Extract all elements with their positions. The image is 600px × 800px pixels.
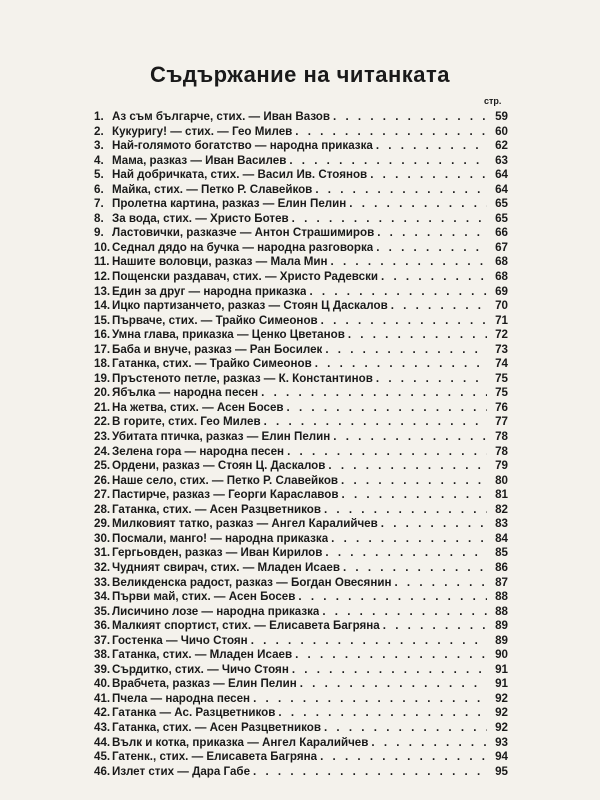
entry-page-number: 90: [495, 648, 508, 662]
entry-page-number: 85: [495, 546, 508, 560]
entry-number: 35.: [94, 604, 111, 618]
entry-page-number: 92: [495, 706, 508, 720]
dot-leader: [324, 503, 487, 518]
entry-title: Гатанка, стих. — Асен Разцветников: [112, 720, 321, 734]
toc-entry: [94, 692, 508, 707]
entry-number: 27.: [94, 488, 111, 502]
entry-number: 5.: [94, 168, 104, 182]
toc-entry: [94, 576, 508, 591]
entry-title: Най добричката, стих. — Васил Ив. Стоянов: [112, 168, 368, 182]
entry-title: Милковият татко, разказ — Ангел Каралийчев: [112, 517, 378, 531]
dot-leader: [315, 357, 487, 372]
dot-leader: [381, 517, 487, 532]
entry-number: 24.: [94, 444, 111, 458]
toc-entry: [94, 139, 508, 154]
entry-number: 45.: [94, 750, 111, 764]
entry-title: Врабчета, разказ — Елин Пелин: [112, 677, 297, 691]
dot-leader: [391, 299, 487, 314]
toc-entry: [94, 255, 508, 270]
entry-page-number: 94: [495, 750, 508, 764]
dot-leader: [383, 619, 487, 634]
entry-title: В горите, стих. Гео Милев: [112, 415, 261, 429]
entry-title: Гостенка — Чичо Стоян: [112, 633, 248, 647]
entry-number: 2.: [94, 124, 104, 138]
toc-entry: [94, 183, 508, 198]
toc-entry: [94, 372, 508, 387]
toc-entry: [94, 721, 508, 736]
entry-page-number: 64: [495, 168, 508, 182]
toc-entry: [94, 125, 508, 140]
entry-title: Гатанка, стих. — Асен Разцветников: [112, 502, 321, 516]
entry-title: Пръстеното петле, разказ — К. Константинов: [112, 371, 373, 385]
entry-page-number: 68: [495, 270, 508, 284]
entry-title: Вълк и котка, приказка — Ангел Каралийчев: [112, 735, 369, 749]
toc-entry: [94, 532, 508, 547]
entry-page-number: 74: [495, 357, 508, 371]
entry-page-number: 71: [495, 313, 508, 327]
entry-title: Зелена гора — народна песен: [112, 444, 285, 458]
entry-number: 23.: [94, 430, 111, 444]
entry-page-number: 76: [495, 400, 508, 414]
dot-leader: [253, 692, 487, 707]
entry-page-number: 81: [495, 488, 508, 502]
entry-page-number: 68: [495, 255, 508, 269]
toc-entry: [94, 154, 508, 169]
entry-title: Наше село, стих. — Петко Р. Славейков: [112, 473, 339, 487]
toc-entry: [94, 357, 508, 372]
entry-number: 37.: [94, 633, 111, 647]
dot-leader: [376, 241, 487, 256]
dot-leader: [370, 168, 487, 183]
entry-number: 14.: [94, 299, 111, 313]
entry-title: Първи май, стих. — Асен Босев: [112, 590, 296, 604]
entry-number: 8.: [94, 211, 104, 225]
dot-leader: [343, 561, 487, 576]
entry-page-number: 87: [495, 575, 508, 589]
toc-entry: [94, 241, 508, 256]
entry-page-number: 80: [495, 473, 508, 487]
dot-leader: [315, 183, 487, 198]
toc-entry: [94, 299, 508, 314]
toc-entry: [94, 488, 508, 503]
entry-title: Гатанка, стих. — Младен Исаев: [112, 648, 293, 662]
dot-leader: [328, 459, 487, 474]
toc-entry: [94, 750, 508, 765]
entry-title: На жетва, стих. — Асен Босев: [112, 400, 284, 414]
entry-title: Пощенски раздавач, стих. — Христо Радевски: [112, 270, 379, 284]
toc-entry: [94, 663, 508, 678]
table-of-contents: [94, 110, 508, 779]
entry-title: Седнал дядо на бучка — народна разговорка: [112, 240, 374, 254]
dot-leader: [376, 139, 487, 154]
entry-title: За вода, стих. — Христо Ботев: [112, 211, 289, 225]
entry-number: 19.: [94, 371, 111, 385]
dot-leader: [349, 197, 487, 212]
entry-page-number: 83: [495, 517, 508, 531]
entry-page-number: 91: [495, 677, 508, 691]
dot-leader: [325, 343, 487, 358]
entry-number: 44.: [94, 735, 111, 749]
entry-number: 29.: [94, 517, 111, 531]
toc-entry: [94, 270, 508, 285]
toc-entry: [94, 619, 508, 634]
entry-title: Ябълка — народна песен: [112, 386, 259, 400]
toc-entry: [94, 430, 508, 445]
entry-number: 10.: [94, 240, 111, 254]
entry-title: Сърдитко, стих. — Чичо Стоян: [112, 662, 289, 676]
entry-number: 1.: [94, 110, 104, 123]
entry-page-number: 78: [495, 430, 508, 444]
dot-leader: [325, 546, 487, 561]
entry-number: 21.: [94, 400, 111, 414]
dot-leader: [287, 401, 487, 416]
dot-leader: [331, 532, 487, 547]
entry-number: 40.: [94, 677, 111, 691]
entry-page-number: 92: [495, 720, 508, 734]
entry-title: Ордени, разказ — Стоян Ц. Даскалов: [112, 459, 326, 473]
dot-leader: [309, 285, 487, 300]
entry-page-number: 82: [495, 502, 508, 516]
entry-title: Пастирче, разказ — Георги Караславов: [112, 488, 339, 502]
toc-entry: [94, 401, 508, 416]
entry-title: Най-голямото богатство — народна приказка: [112, 139, 373, 153]
toc-entry: [94, 648, 508, 663]
entry-page-number: 67: [495, 240, 508, 254]
toc-entry: [94, 474, 508, 489]
entry-title: Ластовички, разказче — Антон Страшимиров: [112, 226, 375, 240]
entry-number: 39.: [94, 662, 111, 676]
entry-page-number: 66: [495, 226, 508, 240]
entry-title: Кукуригу! — стих. — Гео Милев: [112, 124, 293, 138]
toc-entry: [94, 212, 508, 227]
entry-title: Аз съм българче, стих. — Иван Вазов: [112, 110, 330, 123]
dot-leader: [261, 386, 487, 401]
entry-number: 13.: [94, 284, 111, 298]
dot-leader: [292, 663, 487, 678]
toc-entry: [94, 736, 508, 751]
toc-entry: [94, 386, 508, 401]
entry-page-number: 91: [495, 662, 508, 676]
entry-page-number: 78: [495, 444, 508, 458]
entry-page-number: 65: [495, 211, 508, 225]
entry-title: Един за друг — народна приказка: [112, 284, 307, 298]
entry-number: 25.: [94, 459, 111, 473]
entry-page-number: 88: [495, 604, 508, 618]
dot-leader: [295, 125, 487, 140]
entry-page-number: 64: [495, 182, 508, 196]
entry-number: 18.: [94, 357, 111, 371]
toc-entry: [94, 285, 508, 300]
entry-title: Мама, разказ — Иван Василев: [112, 153, 287, 167]
page-title: Съдържание на читанката: [149, 62, 451, 87]
entry-title: Гергьовден, разказ — Иван Кирилов: [112, 546, 323, 560]
dot-leader: [341, 474, 487, 489]
toc-entry: [94, 445, 508, 460]
entry-number: 43.: [94, 720, 111, 734]
dot-leader: [287, 445, 487, 460]
entry-page-number: 93: [495, 735, 508, 749]
toc-entry: [94, 415, 508, 430]
entry-number: 20.: [94, 386, 111, 400]
entry-number: 16.: [94, 328, 111, 342]
entry-title: Баба и внуче, разказ — Ран Босилек: [112, 342, 323, 356]
dot-leader: [342, 488, 488, 503]
dot-leader: [320, 750, 487, 765]
toc-entry: [94, 314, 508, 329]
toc-entry: [94, 459, 508, 474]
entry-page-number: 73: [495, 342, 508, 356]
entry-page-number: 63: [495, 153, 508, 167]
toc-entry: [94, 561, 508, 576]
entry-page-number: 62: [495, 139, 508, 153]
dot-leader: [371, 736, 487, 751]
entry-number: 38.: [94, 648, 111, 662]
dot-leader: [348, 328, 487, 343]
dot-leader: [300, 677, 487, 692]
entry-number: 30.: [94, 531, 111, 545]
entry-title: Убитата птичка, разказ — Елин Пелин: [112, 430, 331, 444]
dot-leader: [295, 648, 487, 663]
entry-number: 6.: [94, 182, 104, 196]
toc-entry: [94, 503, 508, 518]
entry-number: 28.: [94, 502, 111, 516]
entry-title: Пчела — народна песен: [112, 691, 251, 705]
entry-number: 26.: [94, 473, 111, 487]
entry-page-number: 86: [495, 560, 508, 574]
dot-leader: [333, 430, 487, 445]
toc-entry: [94, 634, 508, 649]
dot-leader: [264, 415, 487, 430]
dot-leader: [394, 576, 487, 591]
entry-page-number: 65: [495, 197, 508, 211]
entry-number: 36.: [94, 619, 111, 633]
entry-page-number: 60: [495, 124, 508, 138]
entry-page-number: 95: [495, 764, 508, 778]
entry-page-number: 72: [495, 328, 508, 342]
dot-leader: [324, 721, 487, 736]
entry-title: Чудният свирач, стих. — Младен Исаев: [112, 560, 340, 574]
toc-entry: [94, 226, 508, 241]
entry-title: Нашите воловци, разказ — Мала Мин: [112, 255, 328, 269]
toc-entry: [94, 706, 508, 721]
dot-leader: [322, 605, 487, 620]
entry-number: 42.: [94, 706, 111, 720]
toc-entry: [94, 197, 508, 212]
toc-entry: [94, 343, 508, 358]
entry-title: Великденска радост, разказ — Богдан Овесянин: [112, 575, 392, 589]
toc-entry: [94, 590, 508, 605]
toc-entry: [94, 765, 508, 780]
entry-title: Излет стих — Дара Габе: [112, 764, 251, 778]
entry-title: Първаче, стих. — Трайко Симеонов: [112, 313, 318, 327]
entry-page-number: 84: [495, 531, 508, 545]
entry-title: Лисичино лозе — народна приказка: [112, 604, 320, 618]
entry-page-number: 88: [495, 590, 508, 604]
entry-title: Гатанка — Ас. Разцветников: [112, 706, 276, 720]
entry-page-number: 75: [495, 371, 508, 385]
toc-entry: [94, 605, 508, 620]
entry-page-number: 89: [495, 633, 508, 647]
entry-title: Гатанка, стих. — Трайко Симеонов: [112, 357, 312, 371]
dot-leader: [381, 270, 487, 285]
toc-entry: [94, 328, 508, 343]
toc-entry: [94, 110, 508, 125]
dot-leader: [376, 372, 487, 387]
entry-number: 22.: [94, 415, 111, 429]
entry-title: Умна глава, приказка — Ценко Цветанов: [112, 328, 345, 342]
entry-number: 33.: [94, 575, 111, 589]
dot-leader: [292, 212, 487, 227]
entry-number: 41.: [94, 691, 111, 705]
page-column-label: стр.: [484, 96, 502, 106]
entry-title: Ицко партизанчето, разказ — Стоян Ц Даскалов: [112, 299, 388, 313]
entry-number: 3.: [94, 139, 104, 153]
entry-number: 4.: [94, 153, 104, 167]
entry-number: 11.: [94, 255, 110, 269]
toc-entry: [94, 546, 508, 561]
entry-title: Майка, стих. — Петко Р. Славейков: [112, 182, 313, 196]
entry-page-number: 92: [495, 691, 508, 705]
dot-leader: [331, 255, 487, 270]
toc-entry: [94, 517, 508, 532]
entry-title: Малкият спортист, стих. — Елисавета Багряна: [112, 619, 380, 633]
toc-entry: [94, 168, 508, 183]
entry-page-number: 69: [495, 284, 508, 298]
entry-page-number: 59: [495, 110, 508, 123]
dot-leader: [298, 590, 487, 605]
toc-entry: [94, 677, 508, 692]
entry-number: 7.: [94, 197, 104, 211]
entry-page-number: 79: [495, 459, 508, 473]
dot-leader: [377, 226, 487, 241]
entry-page-number: 70: [495, 299, 508, 313]
entry-number: 9.: [94, 226, 104, 240]
entry-title: Посмали, манго! — народна приказка: [112, 531, 329, 545]
entry-page-number: 89: [495, 619, 508, 633]
entry-title: Пролетна картина, разказ — Елин Пелин: [112, 197, 347, 211]
entry-title: Гатенк., стих. — Елисавета Багряна: [112, 750, 318, 764]
entry-page-number: 75: [495, 386, 508, 400]
entry-number: 12.: [94, 270, 111, 284]
dot-leader: [251, 634, 487, 649]
entry-number: 17.: [94, 342, 111, 356]
entry-number: 15.: [94, 313, 111, 327]
entry-number: 46.: [94, 764, 111, 778]
dot-leader: [253, 765, 487, 780]
dot-leader: [333, 110, 487, 125]
dot-leader: [278, 706, 487, 721]
entry-number: 34.: [94, 590, 111, 604]
dot-leader: [289, 154, 487, 169]
entry-number: 31.: [94, 546, 111, 560]
dot-leader: [321, 314, 487, 329]
entry-page-number: 77: [495, 415, 508, 429]
entry-number: 32.: [94, 560, 111, 574]
